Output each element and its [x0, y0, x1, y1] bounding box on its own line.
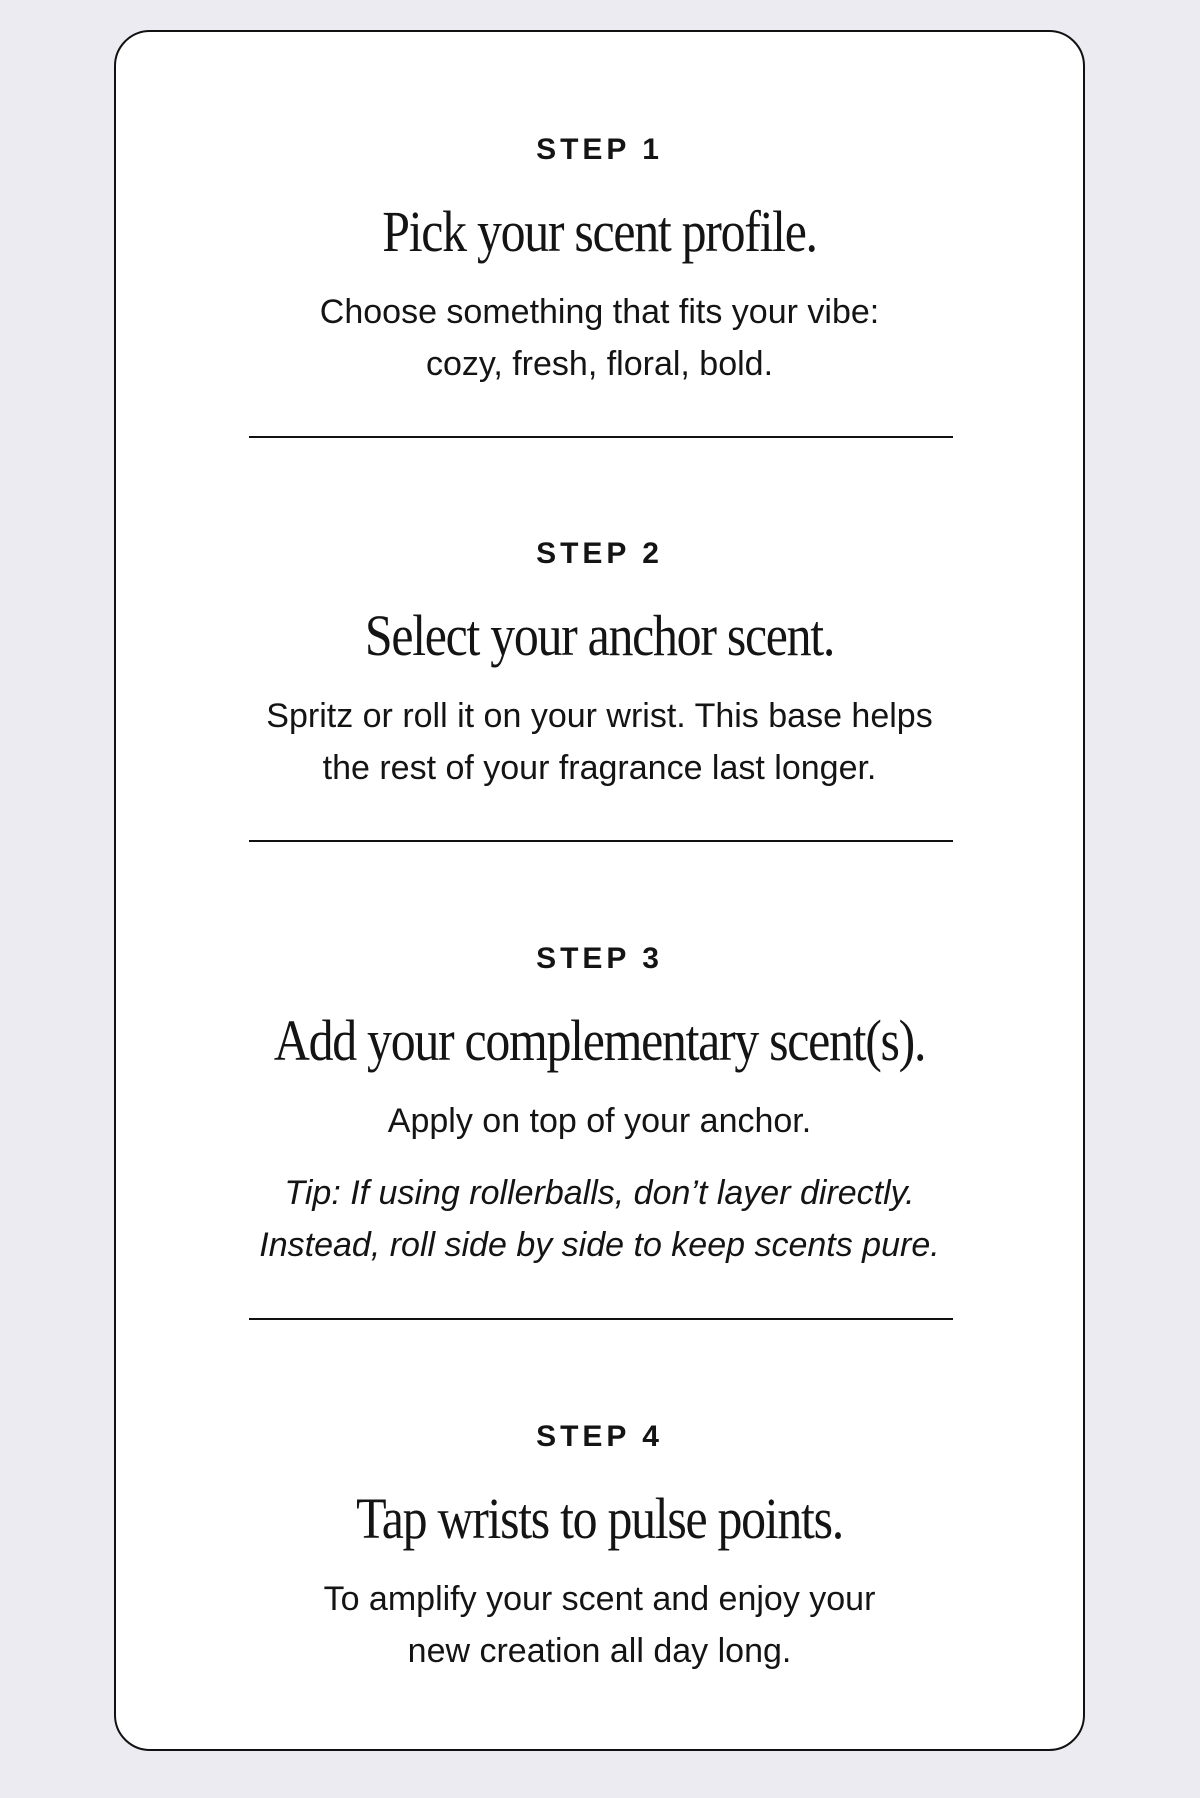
tip-line: Tip: If using rollerballs, don’t layer directly.	[284, 1174, 915, 1212]
step-description	[116, 1095, 1083, 1147]
description-line: Apply on top of your anchor.	[387, 1102, 812, 1140]
step-label: STEP 4	[536, 1420, 663, 1453]
description-line: To amplify your scent and enjoy your	[323, 1580, 876, 1618]
description-line: new creation all day long.	[407, 1632, 792, 1670]
description-line: Choose something that fits your vibe:	[319, 293, 880, 331]
step-1	[116, 132, 1083, 390]
divider	[249, 1318, 953, 1320]
step-2	[116, 536, 1083, 794]
step-label: STEP 1	[536, 133, 663, 166]
step-title: Add your complementary scent(s).	[273, 1008, 926, 1073]
step-description	[116, 690, 1083, 794]
divider	[249, 840, 953, 842]
step-title: Select your anchor scent.	[364, 603, 835, 668]
instructions-card	[114, 30, 1085, 1751]
step-label: STEP 3	[536, 942, 663, 975]
step-label: STEP 2	[536, 537, 663, 570]
divider	[249, 436, 953, 438]
step-description	[116, 1573, 1083, 1677]
step-tip	[116, 1167, 1083, 1271]
step-title: Pick your scent profile.	[382, 199, 817, 264]
step-4	[116, 1419, 1083, 1677]
tip-line: Instead, roll side by side to keep scents pure.	[259, 1226, 940, 1264]
description-line: cozy, fresh, floral, bold.	[425, 345, 774, 383]
step-description	[116, 286, 1083, 390]
step-3	[116, 941, 1083, 1271]
description-line: the rest of your fragrance last longer.	[322, 749, 877, 787]
step-title: Tap wrists to pulse points.	[356, 1486, 843, 1551]
description-line: Spritz or roll it on your wrist. This base helps	[266, 697, 933, 735]
